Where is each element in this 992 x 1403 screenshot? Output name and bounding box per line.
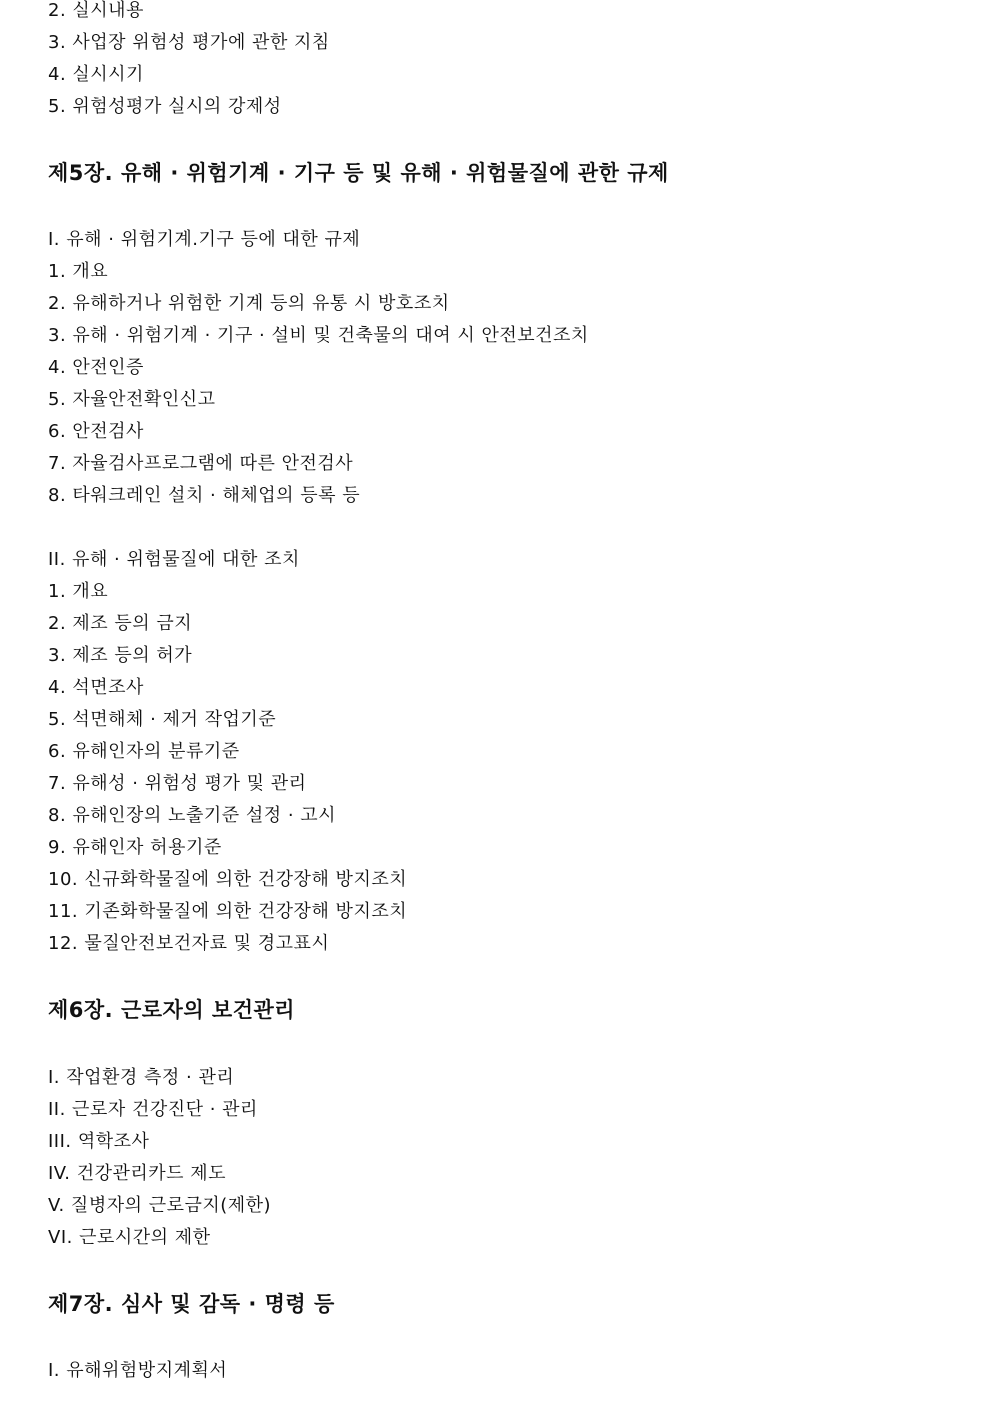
- list-item: 2. 제조 등의 금지: [48, 613, 193, 634]
- list-item: 7. 자율검사프로그램에 따른 안전검사: [48, 453, 354, 474]
- list-item: 4. 실시시기: [48, 64, 144, 85]
- list-item: 12. 물질안전보건자료 및 경고표시: [48, 933, 330, 954]
- list-item: 3. 사업장 위험성 평가에 관한 지침: [48, 32, 330, 53]
- list-item: I. 유해위험방지계획서: [48, 1360, 228, 1381]
- list-item: 1. 개요: [48, 261, 109, 282]
- list-item: I. 작업환경 측정 · 관리: [48, 1067, 235, 1088]
- list-item: VI. 근로시간의 제한: [48, 1227, 211, 1248]
- list-item: 2. 실시내용: [48, 0, 144, 21]
- list-item: 9. 유해인자 허용기준: [48, 837, 222, 858]
- chapter-heading: 제6장. 근로자의 보건관리: [48, 998, 296, 1022]
- list-item: 4. 석면조사: [48, 677, 144, 698]
- list-item: 11. 기존화학물질에 의한 건강장해 방지조치: [48, 901, 408, 922]
- section-title: II. 유해 · 위험물질에 대한 조치: [48, 549, 300, 570]
- list-item: 8. 타워크레인 설치 · 해체업의 등록 등: [48, 485, 361, 506]
- list-item: 1. 개요: [48, 581, 109, 602]
- list-item: 10. 신규화학물질에 의한 건강장해 방지조치: [48, 869, 408, 890]
- list-item: 7. 유해성 · 위험성 평가 및 관리: [48, 773, 307, 794]
- list-item: III. 역학조사: [48, 1131, 150, 1152]
- list-item: V. 질병자의 근로금지(제한): [48, 1195, 272, 1216]
- section-title: I. 유해 · 위험기계.기구 등에 대한 규제: [48, 229, 361, 250]
- list-item: IV. 건강관리카드 제도: [48, 1163, 227, 1184]
- list-item: 4. 안전인증: [48, 357, 144, 378]
- list-item: 3. 제조 등의 허가: [48, 645, 193, 666]
- list-item: 6. 안전검사: [48, 421, 144, 442]
- list-item: 6. 유해인자의 분류기준: [48, 741, 240, 762]
- chapter-heading: 제5장. 유해 · 위험기계 · 기구 등 및 유해 · 위험물질에 관한 규제: [48, 161, 669, 185]
- list-item: 5. 석면해체 · 제거 작업기준: [48, 709, 277, 730]
- list-item: 5. 위험성평가 실시의 강제성: [48, 96, 282, 117]
- list-item: 8. 유해인장의 노출기준 설정 · 고시: [48, 805, 337, 826]
- list-item: II. 근로자 건강진단 · 관리: [48, 1099, 258, 1120]
- list-item: 2. 유해하거나 위험한 기계 등의 유통 시 방호조치: [48, 293, 450, 314]
- list-item: 5. 자율안전확인신고: [48, 389, 216, 410]
- chapter-heading: 제7장. 심사 및 감독 · 명령 등: [48, 1292, 335, 1316]
- list-item: 3. 유해 · 위험기계 · 기구 · 설비 및 건축물의 대여 시 안전보건조치: [48, 325, 589, 346]
